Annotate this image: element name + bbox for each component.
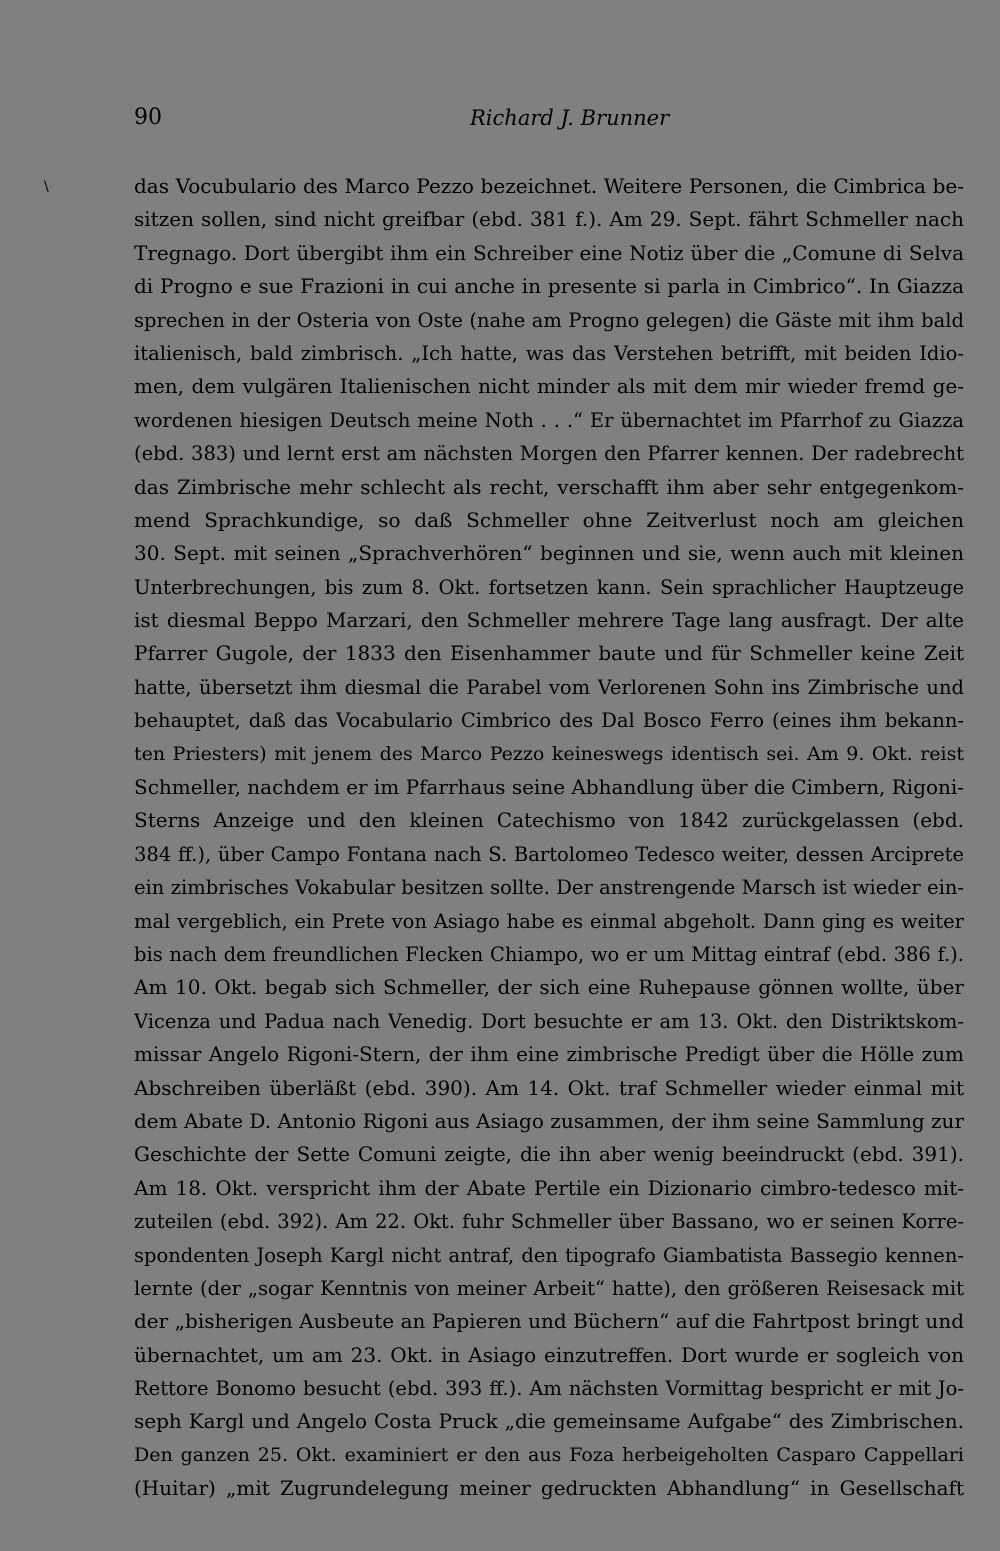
text-line: missar Angelo Rigoni-Stern, der ihm eine zimbrische Predigt über die Hölle zum (134, 1042, 964, 1067)
text-line: spondenten Joseph Kargl nicht antraf, den tipografo Giambatista Bassegio kennen- (134, 1243, 964, 1267)
text-line: dem Abate D. Antonio Rigoni aus Asiago zusammen, der ihm seine Sammlung zur (134, 1108, 964, 1133)
text-line: Unterbrechungen, bis zum 8. Okt. fortsetzen kann. Sein sprachlicher Hauptzeuge (134, 575, 964, 599)
text-line: Rettore Bonomo besucht (ebd. 393 ff.). Am nächsten Vormittag bespricht er mit Jo- (134, 1377, 964, 1401)
text-line: italienisch, bald zimbrisch. „Ich hatte, was das Verstehen betrifft, mit beiden Idio- (134, 341, 964, 365)
stray-mark: \ (44, 179, 49, 195)
text-line: behauptet, daß das Vocabulario Cimbrico des Dal Bosco Ferro (eines ihm bekann- (134, 709, 964, 733)
text-line: das Zimbrische mehr schlecht als recht, verschafft ihm aber sehr entgegenkom- (134, 474, 964, 499)
text-line: Geschichte der Sette Comuni zeigte, die ihn aber wenig beeindruckt (ebd. 391). (134, 1142, 964, 1167)
text-line: di Progno e sue Frazioni in cui anche in presente si parla in Cimbrico“. In Giazza (134, 274, 964, 299)
text-line: ein zimbrisches Vokabular besitzen sollte. Der anstrengende Marsch ist wieder ein- (134, 876, 964, 900)
text-line: Sterns Anzeige und den kleinen Catechismo von 1842 zurückgelassen (ebd. (134, 808, 964, 833)
text-line: bis nach dem freundlichen Flecken Chiampo, wo er um Mittag eintraf (ebd. 386 f.). (134, 942, 964, 966)
text-line: das Vocubulario des Marco Pezzo bezeichnet. Weitere Personen, die Cimbrica be- (134, 174, 964, 198)
text-line: Den ganzen 25. Okt. examiniert er den aus Foza herbeigeholten Casparo Cappellari (134, 1443, 964, 1466)
text-line: hatte, übersetzt ihm diesmal die Parabel vom Verlorenen Sohn ins Zimbrische und (134, 675, 964, 699)
text-line: Am 18. Okt. verspricht ihm der Abate Pertile ein Dizionario cimbro-tedesco mit- (134, 1175, 964, 1200)
text-line: sprechen in der Osteria von Oste (nahe am Progno gelegen) die Gäste mit ihm bald (134, 308, 964, 332)
text-line: mal vergeblich, ein Prete von Asiago habe es einmal abgeholt. Dann ging es weiter (134, 909, 964, 933)
text-line: sitzen sollen, sind nicht greifbar (ebd. 381 f.). Am 29. Sept. fährt Schmeller nach (134, 207, 964, 232)
text-line: der „bisherigen Ausbeute an Papieren und Büchern“ auf die Fahrtpost bringt und (134, 1309, 964, 1334)
text-line: Vicenza und Padua nach Venedig. Dort besuchte er am 13. Okt. den Distriktskom- (134, 1009, 964, 1033)
text-line: Abschreiben überläßt (ebd. 390). Am 14. Okt. traf Schmeller wieder einmal mit (134, 1075, 964, 1100)
text-line: 384 ff.), über Campo Fontana nach S. Bartolomeo Tedesco weiter, dessen Arciprete (134, 842, 964, 866)
text-line: mend Sprachkundige, so daß Schmeller ohne Zeitverlust noch am gleichen (134, 507, 964, 532)
text-line: (ebd. 383) und lernt erst am nächsten Morgen den Pfarrer kennen. Der radebrecht (134, 442, 964, 466)
running-header: Richard J. Brunner (470, 106, 670, 130)
text-line: seph Kargl und Angelo Costa Pruck „die gemeinsame Aufgabe“ des Zimbrischen. (134, 1409, 964, 1434)
body-text (134, 170, 964, 1506)
text-line: Tregnago. Dort übergibt ihm ein Schreiber eine Notiz über die „Comune di Selva (134, 240, 964, 265)
page-number: 90 (134, 105, 162, 130)
text-line: ten Priesters) mit jenem des Marco Pezzo keineswegs identisch sei. Am 9. Okt. reist (134, 742, 964, 765)
text-line: 30. Sept. mit seinen „Sprachverhören“ beginnen und sie, wenn auch mit kleinen (134, 541, 964, 566)
text-line: Am 10. Okt. begab sich Schmeller, der sich eine Ruhepause gönnen wollte, über (134, 975, 964, 1000)
text-line: Pfarrer Gugole, der 1833 den Eisenhammer baute und für Schmeller keine Zeit (134, 641, 964, 666)
text-line: zuteilen (ebd. 392). Am 22. Okt. fuhr Schmeller über Bassano, wo er seinen Korre- (134, 1210, 964, 1234)
text-line: Schmeller, nachdem er im Pfarrhaus seine Abhandlung über die Cimbern, Rigoni- (134, 775, 964, 800)
text-line: (Huitar) „mit Zugrundelegung meiner gedruckten Abhandlung“ in Gesellschaft (134, 1476, 964, 1501)
text-line: men, dem vulgären Italienischen nicht minder als mit dem mir wieder fremd ge- (134, 374, 964, 399)
text-line: ist diesmal Beppo Marzari, den Schmeller mehrere Tage lang ausfragt. Der alte (134, 608, 964, 633)
text-line: wordenen hiesigen Deutsch meine Noth . . .“ Er übernachtet im Pfarrhof zu Giazza (134, 408, 964, 432)
text-line: übernachtet, um am 23. Okt. in Asiago einzutreffen. Dort wurde er sogleich von (134, 1342, 964, 1367)
text-line: lernte (der „sogar Kenntnis von meiner Arbeit“ hatte), den größeren Reisesack mit (134, 1276, 964, 1300)
